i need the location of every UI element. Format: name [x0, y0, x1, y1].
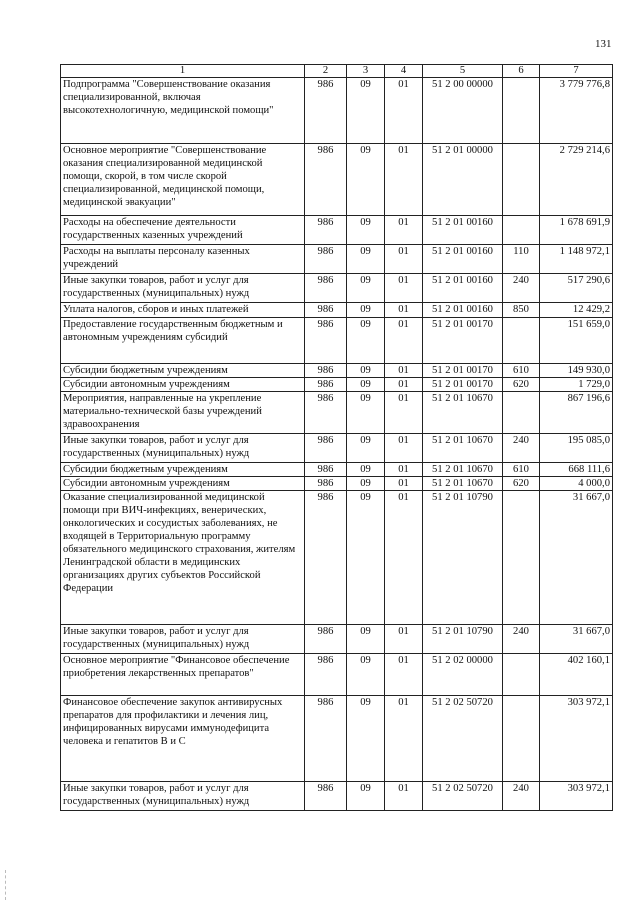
- row-name: Подпрограмма "Совершенствование оказания специализированной, включая высокотехнологичную, медицинской помощи": [61, 78, 305, 144]
- row-c3: 09: [347, 303, 385, 318]
- row-c6: 240: [503, 625, 540, 654]
- row-c5: 51 2 02 00000: [423, 654, 503, 696]
- header-row: [61, 65, 613, 78]
- row-c2: 986: [305, 216, 347, 245]
- row-c2: 986: [305, 782, 347, 811]
- row-c5: 51 2 01 00000: [423, 144, 503, 216]
- row-name: Субсидии бюджетным учреждениям: [61, 364, 305, 378]
- row-c3: 09: [347, 318, 385, 364]
- row-c3: 09: [347, 144, 385, 216]
- row-c5: 51 2 01 00160: [423, 245, 503, 274]
- row-c2: 986: [305, 654, 347, 696]
- row-c2: 986: [305, 144, 347, 216]
- header-col-3: 3: [347, 65, 385, 78]
- row-c3: 09: [347, 463, 385, 477]
- row-c3: 09: [347, 364, 385, 378]
- row-c6: [503, 654, 540, 696]
- table-row: [61, 364, 613, 378]
- row-name: Субсидии автономным учреждениям: [61, 477, 305, 491]
- row-c6: 610: [503, 463, 540, 477]
- row-c7: 1 148 972,1: [540, 245, 613, 274]
- table-row: [61, 144, 613, 216]
- row-c3: 09: [347, 491, 385, 625]
- row-c3: 09: [347, 245, 385, 274]
- row-c7: 668 111,6: [540, 463, 613, 477]
- row-name: Основное мероприятие "Совершенствование оказания специализированной медицинской помощи, скорой, в том числе скорой специализированной, медицинской помощи, медицинской эвакуации": [61, 144, 305, 216]
- table-row: [61, 274, 613, 303]
- row-c2: 986: [305, 392, 347, 434]
- row-c4: 01: [385, 696, 423, 782]
- row-name: Предоставление государственным бюджетным и автономным учреждениям субсидий: [61, 318, 305, 364]
- row-c4: 01: [385, 477, 423, 491]
- row-c2: 986: [305, 274, 347, 303]
- row-c2: 986: [305, 477, 347, 491]
- table-row: [61, 434, 613, 463]
- row-c5: 51 2 01 00170: [423, 318, 503, 364]
- row-c3: 09: [347, 392, 385, 434]
- table-row: [61, 625, 613, 654]
- page-number: 131: [595, 38, 612, 50]
- row-c7: 303 972,1: [540, 782, 613, 811]
- row-c4: 01: [385, 303, 423, 318]
- row-c5: 51 2 01 10670: [423, 477, 503, 491]
- header-col-7: 7: [540, 65, 613, 78]
- row-c2: 986: [305, 245, 347, 274]
- row-c6: [503, 491, 540, 625]
- row-c7: 517 290,6: [540, 274, 613, 303]
- row-c4: 01: [385, 491, 423, 625]
- row-c2: 986: [305, 625, 347, 654]
- row-c6: [503, 696, 540, 782]
- row-c6: [503, 318, 540, 364]
- row-c2: 986: [305, 364, 347, 378]
- row-c6: 240: [503, 434, 540, 463]
- row-c2: 986: [305, 696, 347, 782]
- row-name: Иные закупки товаров, работ и услуг для государственных (муниципальных) нужд: [61, 434, 305, 463]
- row-c5: 51 2 01 00170: [423, 364, 503, 378]
- row-c7: 2 729 214,6: [540, 144, 613, 216]
- row-c4: 01: [385, 364, 423, 378]
- row-c6: [503, 78, 540, 144]
- header-col-6: 6: [503, 65, 540, 78]
- row-c2: 986: [305, 434, 347, 463]
- row-c6: 610: [503, 364, 540, 378]
- row-c2: 986: [305, 491, 347, 625]
- row-c5: 51 2 01 10670: [423, 463, 503, 477]
- row-c7: 402 160,1: [540, 654, 613, 696]
- table-row: [61, 654, 613, 696]
- row-c7: 1 729,0: [540, 378, 613, 392]
- row-c4: 01: [385, 463, 423, 477]
- row-name: Основное мероприятие "Финансовое обеспечение приобретения лекарственных препаратов": [61, 654, 305, 696]
- row-c4: 01: [385, 782, 423, 811]
- row-c4: 01: [385, 274, 423, 303]
- row-name: Субсидии автономным учреждениям: [61, 378, 305, 392]
- table-row: [61, 78, 613, 144]
- row-name: Иные закупки товаров, работ и услуг для государственных (муниципальных) нужд: [61, 274, 305, 303]
- row-c3: 09: [347, 378, 385, 392]
- table-row: [61, 216, 613, 245]
- row-name: Оказание специализированной медицинской помощи при ВИЧ-инфекциях, венерических, онкологических и сосудистых заболеваниях, не входящей в Территориальную программу обязательного медицинского страхования, жителям Ленинградской области в медицинских организациях других субъектов Российской Федерации: [61, 491, 305, 625]
- row-c5: 51 2 01 00160: [423, 274, 503, 303]
- row-c4: 01: [385, 625, 423, 654]
- row-c7: 149 930,0: [540, 364, 613, 378]
- row-c3: 09: [347, 625, 385, 654]
- row-c6: 620: [503, 378, 540, 392]
- row-c5: 51 2 02 50720: [423, 782, 503, 811]
- row-c5: 51 2 00 00000: [423, 78, 503, 144]
- row-c4: 01: [385, 216, 423, 245]
- row-c6: [503, 144, 540, 216]
- row-c4: 01: [385, 434, 423, 463]
- row-c7: 1 678 691,9: [540, 216, 613, 245]
- row-c4: 01: [385, 392, 423, 434]
- row-c5: 51 2 01 10790: [423, 491, 503, 625]
- row-c6: 110: [503, 245, 540, 274]
- row-c5: 51 2 01 10670: [423, 434, 503, 463]
- table-row: [61, 782, 613, 811]
- table-row: [61, 463, 613, 477]
- row-name: Мероприятия, направленные на укрепление материально-технической базы учреждений здравоохранения: [61, 392, 305, 434]
- row-c2: 986: [305, 303, 347, 318]
- row-c4: 01: [385, 318, 423, 364]
- row-c4: 01: [385, 144, 423, 216]
- header-col-5: 5: [423, 65, 503, 78]
- header-col-2: 2: [305, 65, 347, 78]
- table-row: [61, 696, 613, 782]
- row-c3: 09: [347, 654, 385, 696]
- table-row: [61, 477, 613, 491]
- row-c3: 09: [347, 696, 385, 782]
- row-c6: [503, 216, 540, 245]
- row-name: Расходы на выплаты персоналу казенных учреждений: [61, 245, 305, 274]
- header-col-1: 1: [61, 65, 305, 78]
- row-c7: 151 659,0: [540, 318, 613, 364]
- table-row: [61, 378, 613, 392]
- header-col-4: 4: [385, 65, 423, 78]
- row-c2: 986: [305, 78, 347, 144]
- row-c3: 09: [347, 477, 385, 491]
- row-name: Уплата налогов, сборов и иных платежей: [61, 303, 305, 318]
- table-row: [61, 245, 613, 274]
- row-c7: 12 429,2: [540, 303, 613, 318]
- row-name: Иные закупки товаров, работ и услуг для государственных (муниципальных) нужд: [61, 625, 305, 654]
- row-c5: 51 2 02 50720: [423, 696, 503, 782]
- row-c6: 240: [503, 782, 540, 811]
- row-c5: 51 2 01 10670: [423, 392, 503, 434]
- row-name: Субсидии бюджетным учреждениям: [61, 463, 305, 477]
- row-c3: 09: [347, 78, 385, 144]
- row-c6: [503, 392, 540, 434]
- table-row: [61, 491, 613, 625]
- row-c5: 51 2 01 00160: [423, 303, 503, 318]
- row-c3: 09: [347, 434, 385, 463]
- row-c5: 51 2 01 00160: [423, 216, 503, 245]
- row-name: Иные закупки товаров, работ и услуг для государственных (муниципальных) нужд: [61, 782, 305, 811]
- row-c2: 986: [305, 378, 347, 392]
- table-row: [61, 303, 613, 318]
- budget-table: [60, 64, 613, 811]
- row-c4: 01: [385, 654, 423, 696]
- row-c7: 31 667,0: [540, 625, 613, 654]
- row-name: Финансовое обеспечение закупок антивирусных препаратов для профилактики и лечения лиц, инфицированных вирусами иммунодефицита человека и гепатитов В и С: [61, 696, 305, 782]
- row-c7: 867 196,6: [540, 392, 613, 434]
- row-c6: 620: [503, 477, 540, 491]
- scan-margin-line: [5, 870, 7, 900]
- row-c7: 195 085,0: [540, 434, 613, 463]
- row-c3: 09: [347, 782, 385, 811]
- row-c5: 51 2 01 00170: [423, 378, 503, 392]
- row-c4: 01: [385, 78, 423, 144]
- row-c7: 31 667,0: [540, 491, 613, 625]
- row-c3: 09: [347, 216, 385, 245]
- row-name: Расходы на обеспечение деятельности государственных казенных учреждений: [61, 216, 305, 245]
- row-c7: 4 000,0: [540, 477, 613, 491]
- row-c6: 240: [503, 274, 540, 303]
- row-c6: 850: [503, 303, 540, 318]
- row-c4: 01: [385, 245, 423, 274]
- row-c7: 303 972,1: [540, 696, 613, 782]
- row-c2: 986: [305, 463, 347, 477]
- row-c2: 986: [305, 318, 347, 364]
- row-c5: 51 2 01 10790: [423, 625, 503, 654]
- row-c7: 3 779 776,8: [540, 78, 613, 144]
- row-c4: 01: [385, 378, 423, 392]
- table-row: [61, 392, 613, 434]
- row-c3: 09: [347, 274, 385, 303]
- table-row: [61, 318, 613, 364]
